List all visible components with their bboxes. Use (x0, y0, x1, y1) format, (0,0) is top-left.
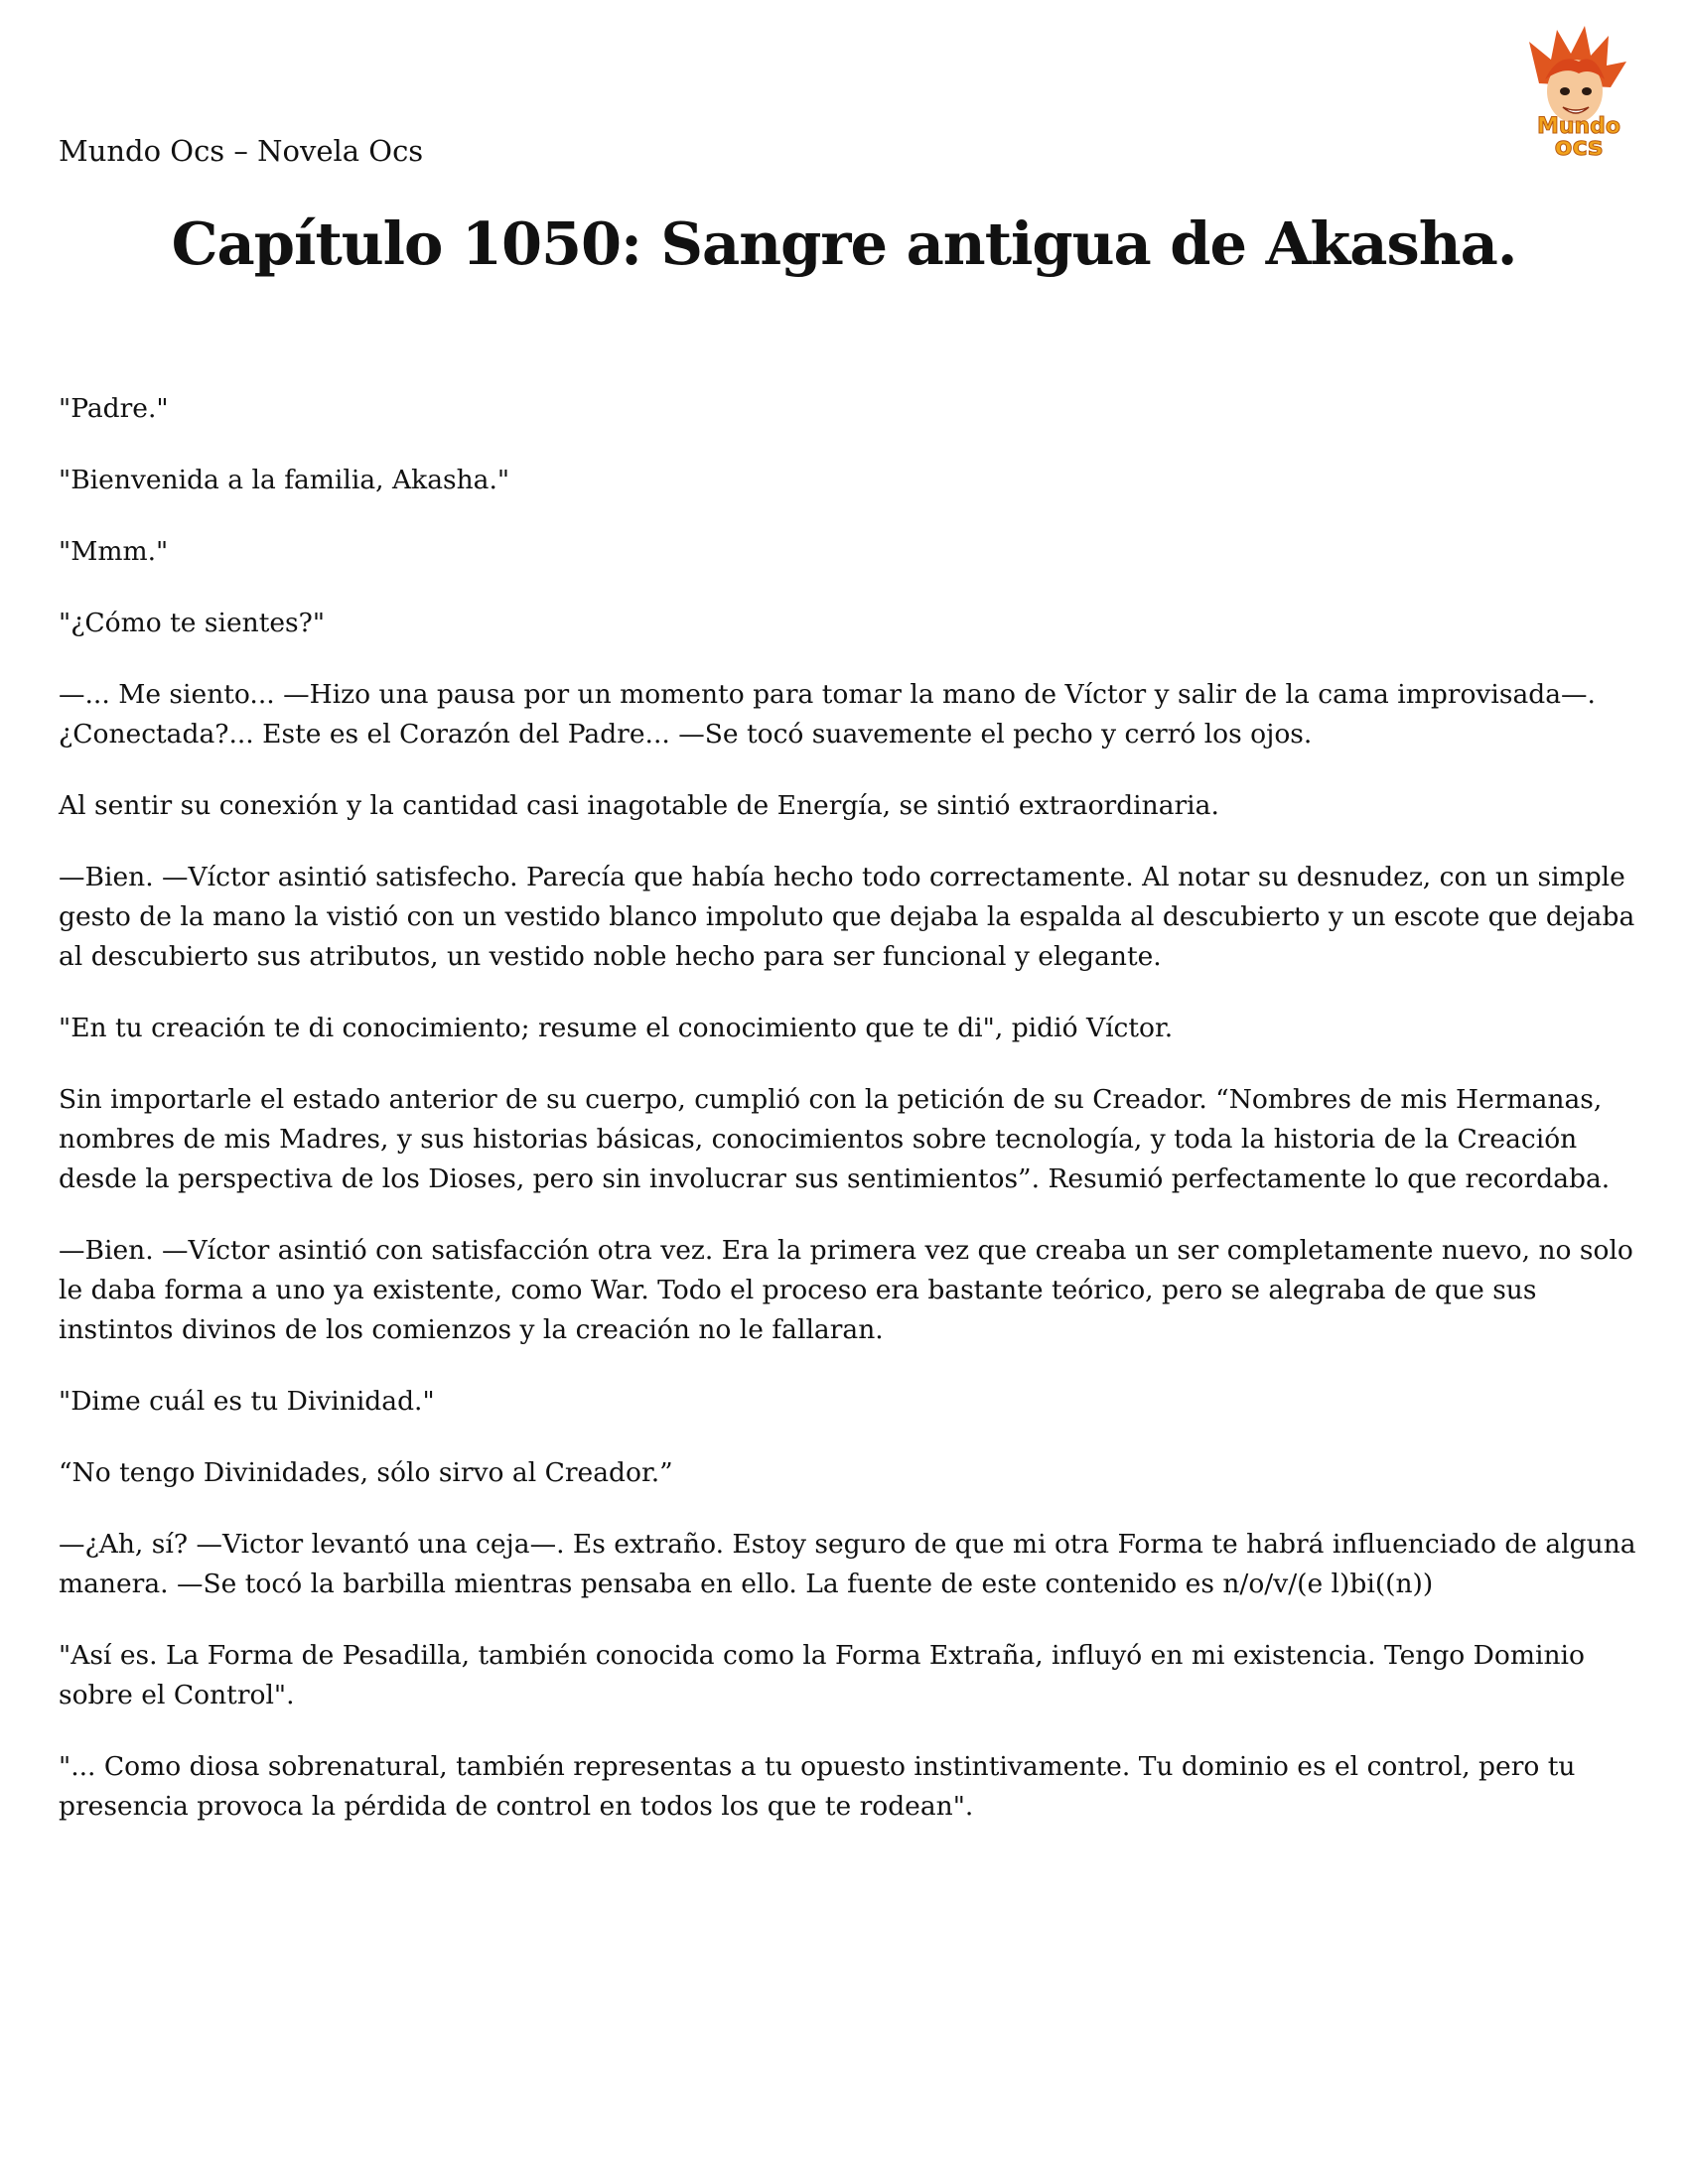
paragraph: "Padre." (59, 393, 169, 424)
paragraph: —Bien. —Víctor asintió con satisfacción otra vez. Era la primera vez que creaba un ser completamente nuevo, no solo le daba forma a uno ya existente, como War. Todo el proceso era bastante teórico, pero se alegraba de que sus instintos divinos de los comienzos y la creación no le fallaran. (59, 1235, 1633, 1345)
paragraph: "¿Cómo te sientes?" (59, 608, 326, 638)
paragraph: —... Me siento... —Hizo una pausa por un momento para tomar la mano de Víctor y salir de la cama improvisada—. ¿Conectada?... Este es el Corazón del Padre... —Se tocó suavemente el pecho y cerró los ojos. (59, 679, 1596, 750)
paragraph: “No tengo Divinidades, sólo sirvo al Creador.” (59, 1457, 673, 1488)
paragraph: —¿Ah, sí? —Victor levantó una ceja—. Es extraño. Estoy seguro de que mi otra Forma te habrá influenciado de alguna manera. —Se tocó la barbilla mientras pensaba en ello. La fuente de este contenido es n/o/v/(e l)bi((n)) (59, 1529, 1636, 1599)
chapter-body (59, 389, 1639, 1858)
chapter-title: Capítulo 1050: Sangre antigua de Akasha. (171, 209, 1517, 278)
paragraph: "Dime cuál es tu Divinidad." (59, 1386, 435, 1417)
paragraph: —Bien. —Víctor asintió satisfecho. Parecía que había hecho todo correctamente. Al notar su desnudez, con un simple gesto de la mano la vistió con un vestido blanco impoluto que dejaba la espalda al descubierto y un escote que dejaba al descubierto sus atributos, un vestido noble hecho para ser funcional y elegante. (59, 862, 1635, 972)
paragraph: Al sentir su conexión y la cantidad casi inagotable de Energía, se sintió extraordinaria. (59, 790, 1219, 821)
logo-text-ocs: ocs (1554, 132, 1604, 159)
paragraph: "Mmm." (59, 536, 169, 567)
paragraph: Sin importarle el estado anterior de su cuerpo, cumplió con la petición de su Creador. “Nombres de mis Hermanas, nombres de mis Madres, y sus historias básicas, conocimientos sobre tecnología, y toda la historia de la Creación desde la perspectiva de los Dioses, pero sin involucrar sus sentimientos”. Resumió perfectamente lo que recordaba. (59, 1084, 1611, 1194)
paragraph: "Bienvenida a la familia, Akasha." (59, 465, 510, 495)
paragraph: "... Como diosa sobrenatural, también representas a tu opuesto instintivamente. Tu dominio es el control, pero tu presencia provoca la pérdida de control en todos los que te rodean". (59, 1751, 1576, 1822)
logo-text-mundo: Mundo (1536, 114, 1621, 139)
paragraph: "En tu creación te di conocimiento; resume el conocimiento que te di", pidió Víctor. (59, 1013, 1174, 1043)
mundo-ocs-logo (1499, 22, 1648, 159)
site-header: Mundo Ocs – Novela Ocs (59, 134, 424, 168)
paragraph: "Así es. La Forma de Pesadilla, también conocida como la Forma Extraña, influyó en mi existencia. Tengo Dominio sobre el Control". (59, 1640, 1585, 1710)
